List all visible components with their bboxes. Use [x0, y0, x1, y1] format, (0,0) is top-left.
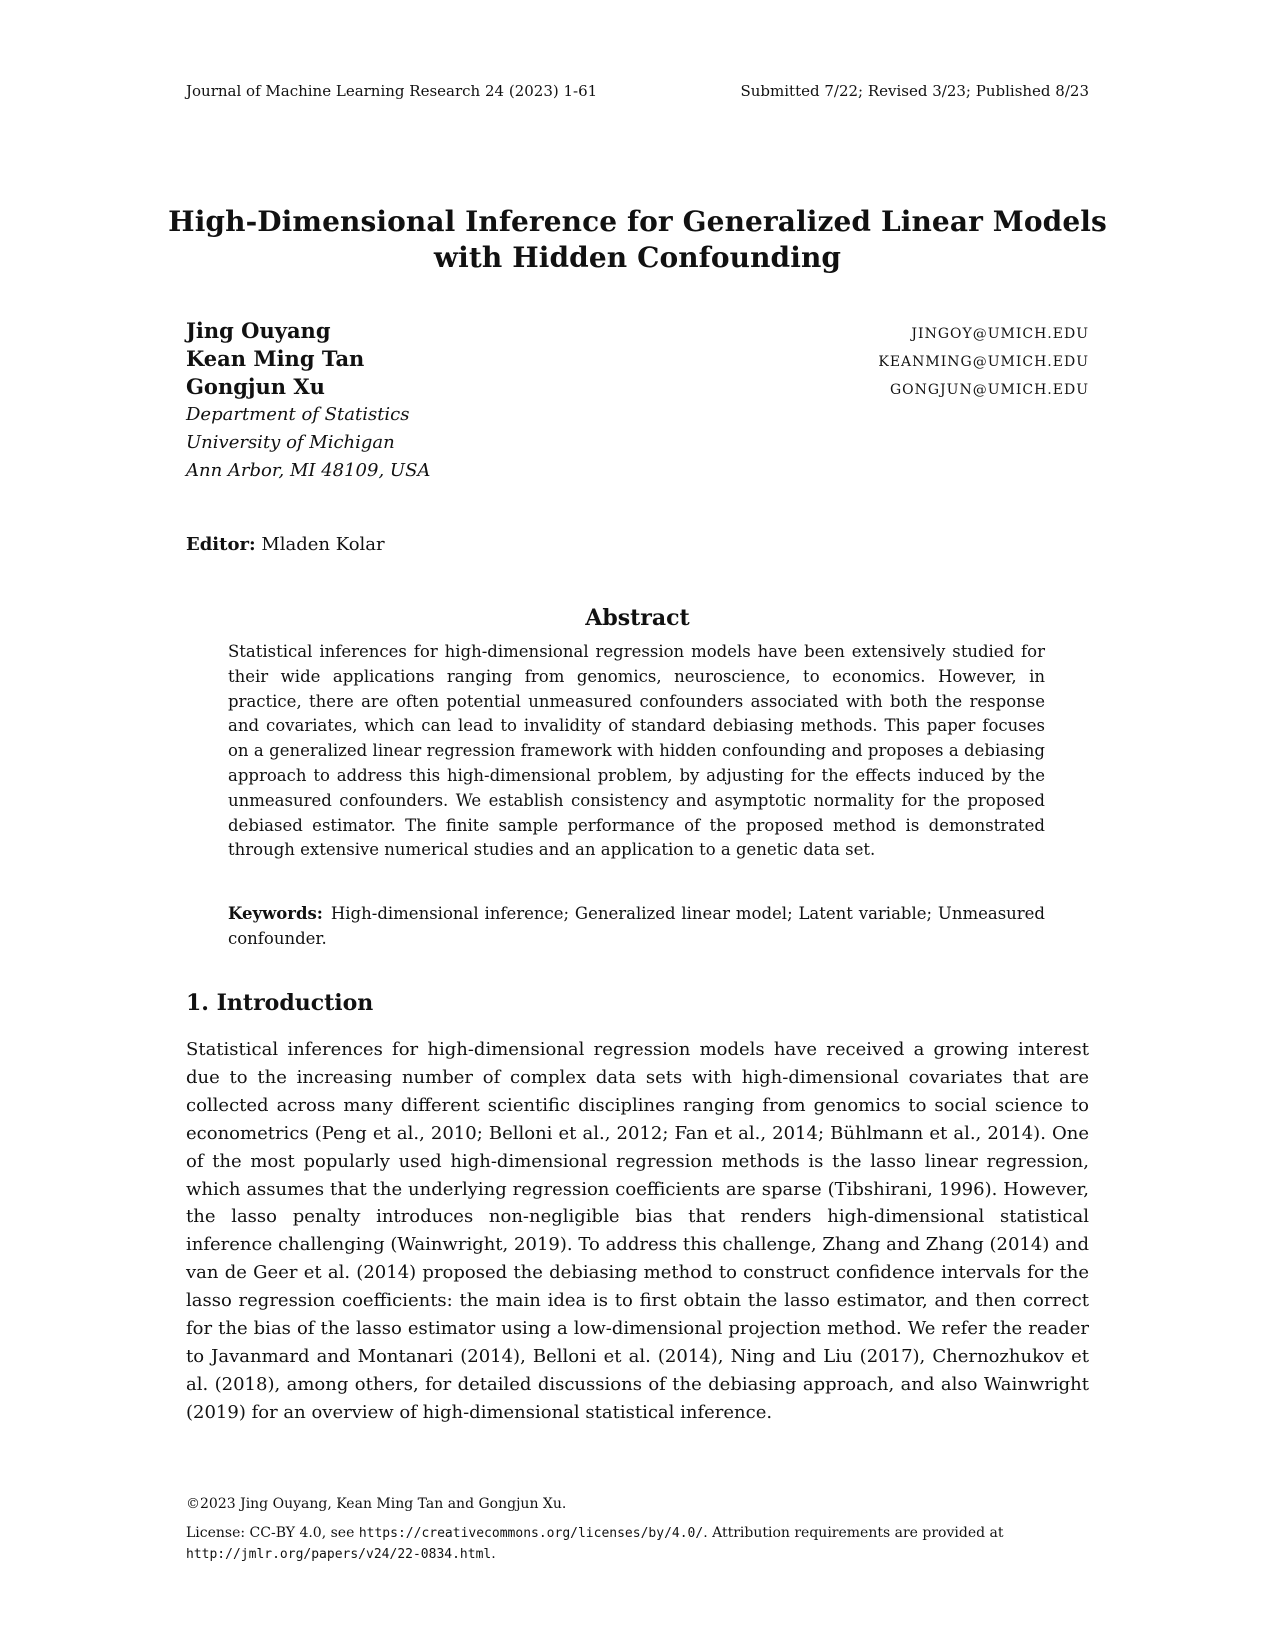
keywords-label: Keywords: [228, 904, 323, 923]
running-header [186, 80, 1089, 102]
keywords [228, 902, 1045, 952]
journal-citation: Journal of Machine Learning Research 24 (2023) 1-61 [186, 82, 598, 100]
affiliation-address: Ann Arbor, MI 48109, USA [186, 460, 431, 481]
abstract-text: Statistical inferences for high-dimensional regression models have been extensively studied for their wide applications ranging from genomics, neuroscience, to economics. However, in practice, there are often potential unmeasured confounders associated with both the response and covariates, which can lead to invalidity of standard debiasing methods. This paper focuses on a generalized linear regression framework with hidden confounding and proposes a debiasing approach to address this high-dimensional problem, by adjusting for the effects induced by the unmeasured confounders. We establish consistency and asymptotic normality for the proposed debiased estimator. The finite sample performance of the proposed method is demonstrated through extensive numerical studies and an application to a genetic data set. [228, 642, 1045, 860]
license-notice [186, 1523, 1089, 1565]
license-link[interactable]: https://creativecommons.org/licenses/by/4.0/ [358, 1526, 704, 1541]
affiliation-department: Department of Statistics [186, 404, 410, 425]
license-mid: . Attribution requirements are provided at [703, 1525, 1004, 1541]
submission-dates: Submitted 7/22; Revised 3/23; Published 8/23 [740, 82, 1089, 100]
author-name: Jing Ouyang [186, 318, 331, 343]
author-row [186, 345, 1089, 373]
copyright-notice: ©2023 Jing Ouyang, Kean Ming Tan and Gongjun Xu. [186, 1496, 567, 1512]
author-row [186, 317, 1089, 345]
title-line-2: with Hidden Confounding [433, 241, 842, 274]
attribution-link[interactable]: http://jmlr.org/papers/v24/22-0834.html [186, 1547, 492, 1562]
editor-label: Editor: [186, 534, 256, 555]
editor-line [186, 533, 385, 557]
author-name: Gongjun Xu [186, 374, 325, 399]
author-block [186, 317, 1089, 485]
affiliation-university: University of Michigan [186, 432, 395, 453]
author-name: Kean Ming Tan [186, 346, 365, 371]
title-line-1: High-Dimensional Inference for Generalized Linear Models [168, 205, 1107, 238]
keywords-text: High-dimensional inference; Generalized linear model; Latent variable; Unmeasured confounder. [228, 904, 1045, 948]
author-row [186, 373, 1089, 401]
editor-name: Mladen Kolar [261, 534, 385, 555]
license-end: . [491, 1546, 496, 1562]
section-heading-introduction: 1. Introduction [186, 990, 374, 1016]
author-email[interactable]: GONGJUN@UMICH.EDU [889, 382, 1089, 398]
introduction-paragraph: Statistical inferences for high-dimensional regression models have received a growing interest due to the increasing number of complex data sets with high-dimensional covariates that are collected across many different scientific disciplines ranging from genomics to social science to econometrics (Peng et al., 2010; Belloni et al., 2012; Fan et al., 2014; Bühlmann et al., 2014). One of the most popularly used high-dimensional regression methods is the lasso linear regression, which assumes that the underlying regression coefficients are sparse (Tibshirani, 1996). However, the lasso penalty introduces non-negligible bias that renders high-dimensional statistical inference challenging (Wainwright, 2019). To address this challenge, Zhang and Zhang (2014) and van de Geer et al. (2014) proposed the debiasing method to construct confidence intervals for the lasso regression coefficients: the main idea is to first obtain the lasso estimator, and then correct for the bias of the lasso estimator using a low-dimensional projection method. We refer the reader to Javanmard and Montanari (2014), Belloni et al. (2014), Ning and Liu (2017), Chernozhukov et al. (2018), among others, for detailed discussions of the debiasing approach, and also Wainwright (2019) for an overview of high-dimensional statistical inference. [186, 1039, 1089, 1423]
paper-title [140, 204, 1135, 276]
license-prefix: License: CC-BY 4.0, see [186, 1525, 355, 1541]
author-email[interactable]: JINGOY@UMICH.EDU [911, 326, 1089, 342]
abstract-heading: Abstract [585, 605, 690, 631]
author-email[interactable]: KEANMING@UMICH.EDU [878, 354, 1089, 370]
